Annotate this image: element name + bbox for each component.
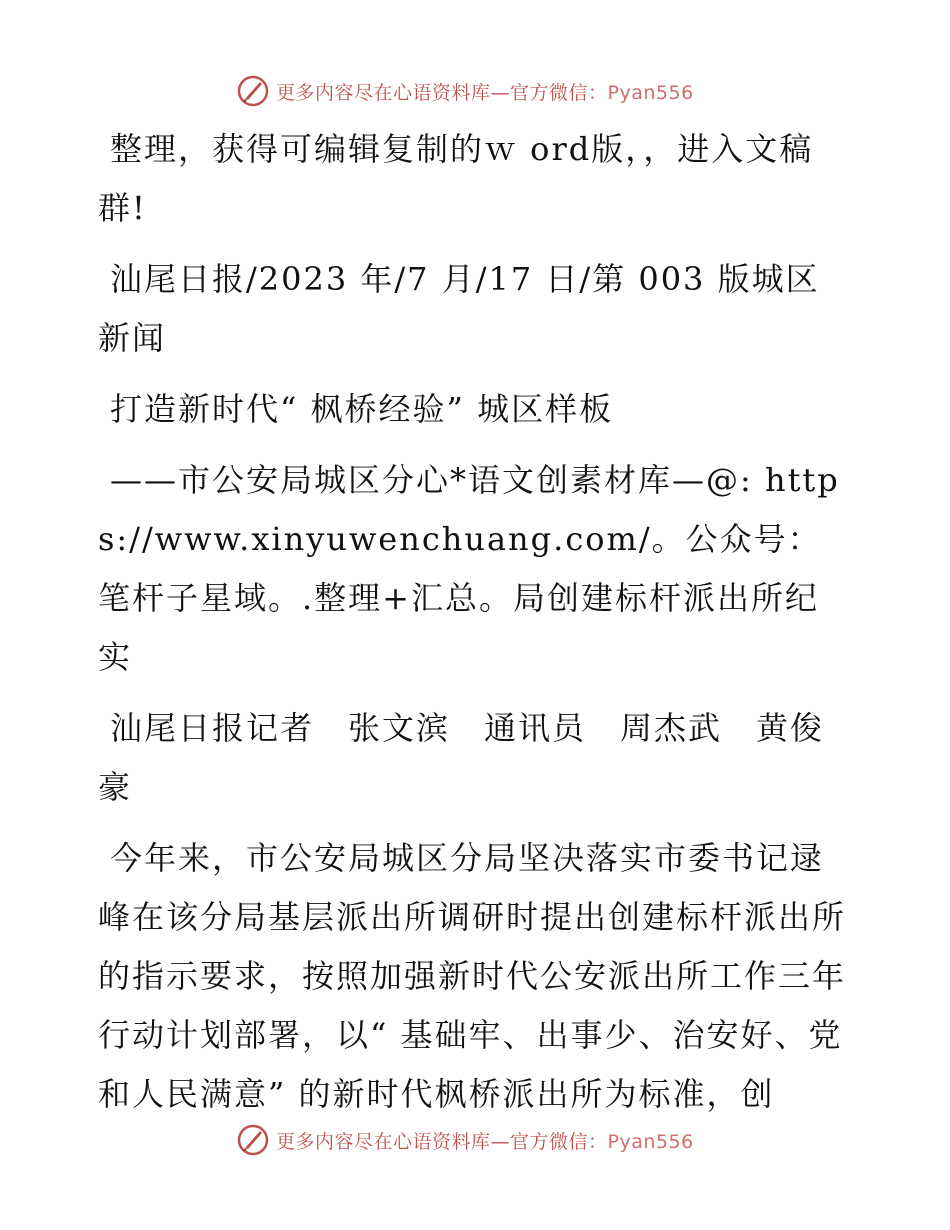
banner-text: 更多内容尽在心语资料库—官方微信： (276, 1130, 608, 1153)
article-byline: 汕尾日报记者 张文滨 通讯员 周杰武 黄俊豪 (98, 709, 825, 806)
header-watermark-banner (236, 73, 694, 109)
banner-text: 更多内容尽在心语资料库—官方微信： (276, 81, 608, 104)
paragraph-source: 汕尾日报/2023 年/7 月/17 日/第 003 版城区新闻 (98, 260, 820, 357)
banner-wechat-id: Pyan556 (607, 81, 694, 104)
quill-logo-icon (236, 1123, 270, 1157)
footer-watermark-banner (236, 1122, 694, 1158)
paragraph-body: 今年来，市公安局城区分局坚决落实市委书记逯峰在该分局基层派出所调研时提出创建标杆派出所的指示要求，按照加强新时代公安派出所工作三年行动计划部署，以“ 基础牢、出事少、治安好、党和人民满意” 的新时代枫桥派出所为标准，创 (98, 839, 847, 1113)
quill-logo-icon (236, 74, 270, 108)
paragraph-intro: 整理，获得可编辑复制的ｗ ord版，，进入文稿群! (98, 130, 814, 227)
article-title: 打造新时代“ 枫桥经验” 城区样板 (110, 390, 614, 428)
document-body (98, 120, 850, 1136)
banner-wechat-id: Pyan556 (607, 1130, 694, 1153)
article-subtitle: ——市公安局城区分心*语文创素材库—@: https://www.xinyuwenchuang.com/。公众号：笔杆子星域。.整理+汇总。局创建标杆派出所纪实 (98, 461, 840, 676)
